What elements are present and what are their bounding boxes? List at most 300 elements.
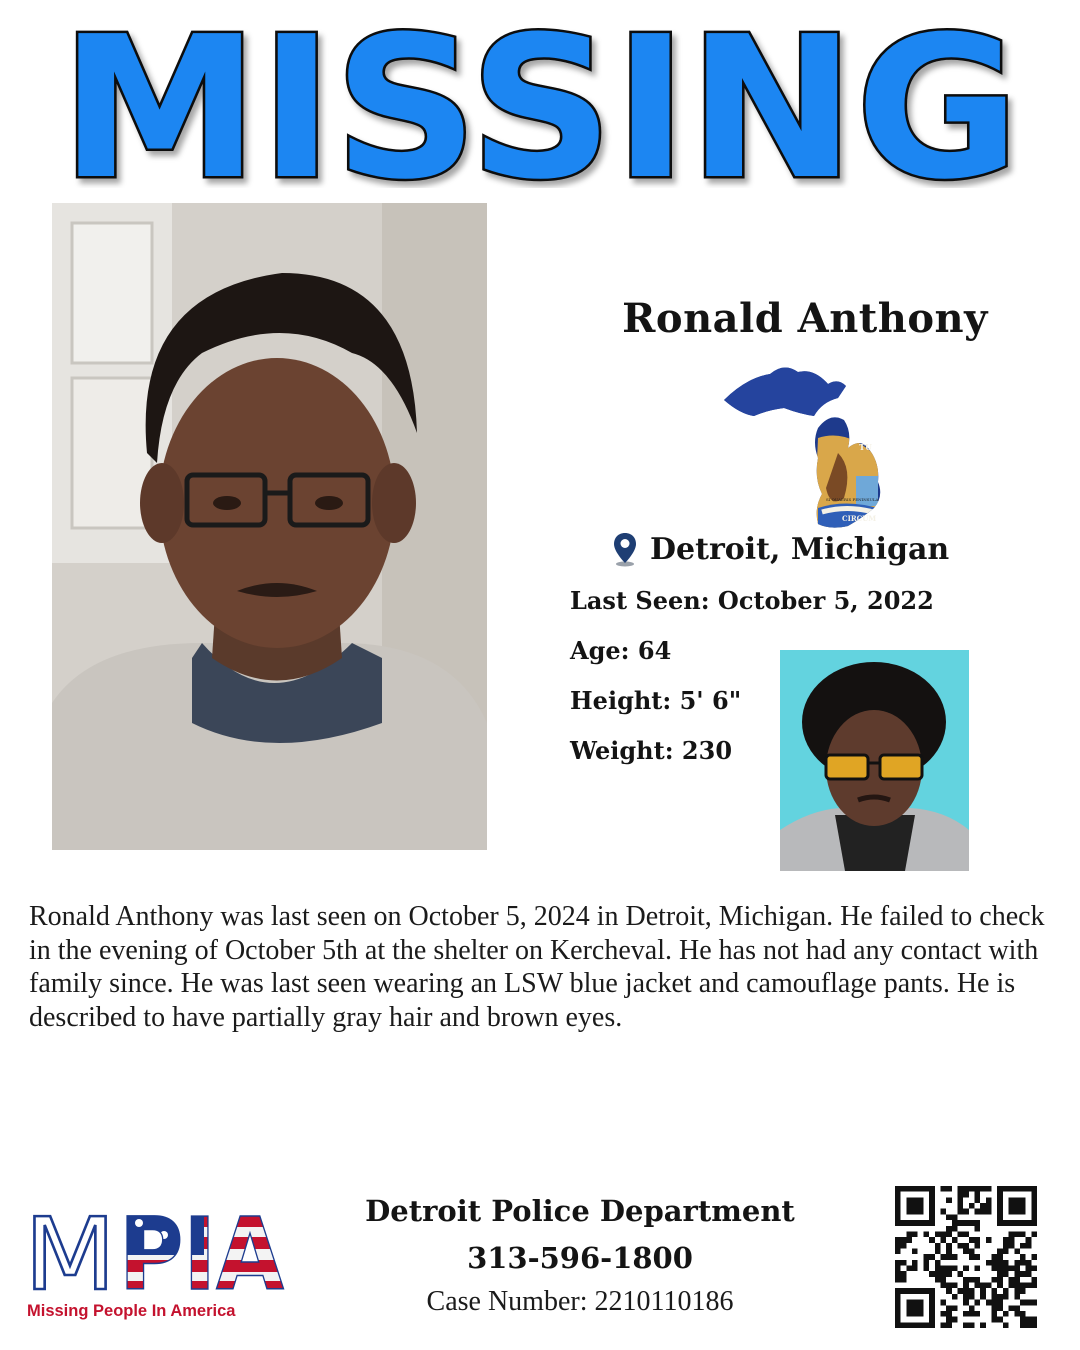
qr-module	[969, 1311, 975, 1317]
qr-module	[975, 1226, 981, 1232]
mpia-logo	[24, 1205, 294, 1330]
qr-module	[918, 1197, 924, 1203]
qr-module	[929, 1311, 935, 1317]
qr-module	[992, 1317, 998, 1323]
qr-module	[980, 1283, 986, 1289]
qr-module	[1003, 1237, 1009, 1243]
qr-module	[918, 1300, 924, 1306]
fact-value: 230	[681, 736, 733, 765]
qr-module	[980, 1294, 986, 1300]
qr-module	[975, 1283, 981, 1289]
qr-module	[980, 1322, 986, 1328]
qr-module	[1031, 1197, 1037, 1203]
qr-module	[1020, 1186, 1026, 1192]
qr-module	[895, 1294, 901, 1300]
qr-module	[975, 1186, 981, 1192]
qr-module	[975, 1209, 981, 1215]
qr-module	[940, 1231, 946, 1237]
qr-module	[997, 1305, 1003, 1311]
qr-module	[895, 1186, 901, 1192]
qr-module	[986, 1186, 992, 1192]
qr-module	[929, 1237, 935, 1243]
qr-module	[1020, 1209, 1026, 1215]
qr-module	[997, 1277, 1003, 1283]
qr-module	[895, 1214, 901, 1220]
qr-module	[1009, 1197, 1015, 1203]
qr-module	[901, 1220, 907, 1226]
qr-module	[906, 1322, 912, 1328]
qr-module	[946, 1283, 952, 1289]
qr-module	[923, 1220, 929, 1226]
qr-module	[975, 1192, 981, 1198]
qr-module	[963, 1294, 969, 1300]
qr-module	[997, 1266, 1003, 1272]
qr-module	[929, 1203, 935, 1209]
qr-module	[969, 1288, 975, 1294]
qr-module	[929, 1192, 935, 1198]
qr-module	[929, 1209, 935, 1215]
qr-module	[952, 1283, 958, 1289]
qr-module	[895, 1197, 901, 1203]
qr-module	[986, 1300, 992, 1306]
qr-module	[957, 1231, 963, 1237]
qr-module	[935, 1260, 941, 1266]
qr-module	[1020, 1220, 1026, 1226]
qr-module	[1031, 1231, 1037, 1237]
qr-module	[901, 1271, 907, 1277]
qr-module	[901, 1322, 907, 1328]
qr-module	[975, 1300, 981, 1306]
qr-module	[946, 1248, 952, 1254]
qr-module	[1009, 1243, 1015, 1249]
qr-module	[1031, 1209, 1037, 1215]
map-pin-icon	[612, 531, 638, 567]
qr-module	[935, 1231, 941, 1237]
qr-module	[963, 1311, 969, 1317]
logo-tagline: Missing People In America	[27, 1302, 236, 1320]
qr-module	[946, 1186, 952, 1192]
qr-module	[1009, 1209, 1015, 1215]
qr-module	[1003, 1186, 1009, 1192]
qr-module	[969, 1203, 975, 1209]
case-number: Case Number: 2210110186	[426, 1286, 734, 1317]
qr-module	[895, 1311, 901, 1317]
qr-module	[946, 1317, 952, 1323]
qr-module	[901, 1237, 907, 1243]
qr-module	[1014, 1277, 1020, 1283]
fact-value: October 5, 2022	[717, 586, 934, 615]
qr-module	[986, 1209, 992, 1215]
qr-module	[975, 1220, 981, 1226]
qr-module	[957, 1197, 963, 1203]
qr-module	[975, 1197, 981, 1203]
person-name: Ronald Anthony	[622, 295, 988, 342]
qr-module	[969, 1254, 975, 1260]
qr-module	[997, 1271, 1003, 1277]
qr-module	[1014, 1203, 1020, 1209]
qr-module	[1031, 1266, 1037, 1272]
qr-module	[1014, 1197, 1020, 1203]
qr-module	[1020, 1271, 1026, 1277]
qr-module	[952, 1214, 958, 1220]
qr-module	[940, 1209, 946, 1215]
qr-module	[912, 1209, 918, 1215]
qr-module	[1009, 1203, 1015, 1209]
qr-module	[906, 1266, 912, 1272]
qr-module	[997, 1260, 1003, 1266]
qr-module	[1003, 1294, 1009, 1300]
qr-module	[969, 1220, 975, 1226]
qr-module	[1014, 1231, 1020, 1237]
qr-module	[918, 1311, 924, 1317]
qr-module	[912, 1300, 918, 1306]
qr-module	[1026, 1322, 1032, 1328]
qr-module	[929, 1220, 935, 1226]
qr-module	[1031, 1322, 1037, 1328]
qr-module	[957, 1288, 963, 1294]
qr-module	[1020, 1231, 1026, 1237]
qr-module	[1026, 1300, 1032, 1306]
qr-module	[912, 1266, 918, 1272]
qr-module	[986, 1237, 992, 1243]
qr-module	[918, 1186, 924, 1192]
qr-module	[946, 1305, 952, 1311]
qr-module	[940, 1271, 946, 1277]
qr-module	[1003, 1271, 1009, 1277]
qr-module	[940, 1277, 946, 1283]
qr-module	[997, 1294, 1003, 1300]
qr-module	[940, 1300, 946, 1306]
qr-module	[1003, 1248, 1009, 1254]
qr-module	[992, 1288, 998, 1294]
qr-module	[1031, 1254, 1037, 1260]
qr-module	[895, 1209, 901, 1215]
qr-module	[992, 1260, 998, 1266]
qr-module	[1003, 1288, 1009, 1294]
qr-module	[969, 1237, 975, 1243]
qr-module	[986, 1203, 992, 1209]
qr-module	[1014, 1271, 1020, 1277]
qr-module	[1020, 1311, 1026, 1317]
qr-module	[963, 1192, 969, 1198]
qr-module	[1026, 1317, 1032, 1323]
qr-module	[1003, 1311, 1009, 1317]
qr-module	[975, 1254, 981, 1260]
qr-module	[1003, 1266, 1009, 1272]
qr-module	[957, 1186, 963, 1192]
qr-module	[1014, 1260, 1020, 1266]
qr-module	[952, 1226, 958, 1232]
qr-module	[1020, 1283, 1026, 1289]
qr-module	[895, 1300, 901, 1306]
qr-module	[935, 1277, 941, 1283]
qr-module	[912, 1248, 918, 1254]
qr-module	[912, 1231, 918, 1237]
qr-module	[963, 1243, 969, 1249]
qr-module	[929, 1254, 935, 1260]
qr-module	[957, 1203, 963, 1209]
qr-module	[929, 1197, 935, 1203]
qr-module	[1020, 1260, 1026, 1266]
qr-module	[1031, 1220, 1037, 1226]
qr-module	[1003, 1322, 1009, 1328]
qr-module	[1014, 1186, 1020, 1192]
qr-module	[901, 1288, 907, 1294]
qr-module	[940, 1322, 946, 1328]
qr-module	[997, 1214, 1003, 1220]
qr-module	[1020, 1300, 1026, 1306]
qr-module	[923, 1254, 929, 1260]
qr-module	[1009, 1277, 1015, 1283]
qr-module	[997, 1300, 1003, 1306]
qr-module	[946, 1214, 952, 1220]
qr-module	[940, 1311, 946, 1317]
qr-module	[895, 1260, 901, 1266]
qr-module	[946, 1231, 952, 1237]
qr-module	[952, 1266, 958, 1272]
qr-module	[1026, 1237, 1032, 1243]
phone-number[interactable]: 313-596-1800	[467, 1241, 693, 1275]
qr-module	[1026, 1260, 1032, 1266]
qr-module	[923, 1260, 929, 1266]
qr-module	[997, 1254, 1003, 1260]
qr-module	[992, 1300, 998, 1306]
qr-module	[906, 1300, 912, 1306]
qr-module	[952, 1237, 958, 1243]
qr-module	[946, 1311, 952, 1317]
qr-module	[969, 1248, 975, 1254]
qr-module	[895, 1203, 901, 1209]
qr-module	[1031, 1283, 1037, 1289]
qr-module	[980, 1186, 986, 1192]
qr-module	[895, 1220, 901, 1226]
qr-module	[952, 1254, 958, 1260]
qr-module	[923, 1322, 929, 1328]
qr-module	[906, 1203, 912, 1209]
qr-module	[895, 1237, 901, 1243]
qr-module	[901, 1186, 907, 1192]
qr-module	[952, 1294, 958, 1300]
fact-label: Age:	[570, 636, 630, 665]
fact-value: 5' 6"	[679, 686, 742, 715]
headline-text: MISSING	[60, 8, 1020, 188]
qr-module	[1031, 1192, 1037, 1198]
qr-module	[969, 1322, 975, 1328]
qr-module	[901, 1260, 907, 1266]
qr-module	[895, 1271, 901, 1277]
qr-module	[963, 1300, 969, 1306]
qr-module	[986, 1260, 992, 1266]
fact-label: Last Seen:	[570, 586, 710, 615]
qr-module	[929, 1317, 935, 1323]
qr-module	[957, 1192, 963, 1198]
qr-module	[912, 1197, 918, 1203]
qr-module	[952, 1220, 958, 1226]
qr-module	[929, 1305, 935, 1311]
qr-module	[1020, 1254, 1026, 1260]
qr-module	[992, 1294, 998, 1300]
qr-module	[895, 1192, 901, 1198]
qr-module	[1009, 1283, 1015, 1289]
qr-module	[975, 1237, 981, 1243]
qr-module	[969, 1186, 975, 1192]
qr-module	[1031, 1186, 1037, 1192]
qr-module	[997, 1186, 1003, 1192]
qr-module	[975, 1243, 981, 1249]
qr-module	[963, 1231, 969, 1237]
mpia-wordmark-art	[24, 1205, 286, 1297]
qr-module	[1014, 1288, 1020, 1294]
qr-module	[1026, 1220, 1032, 1226]
qr-module	[895, 1317, 901, 1323]
qr-module	[923, 1288, 929, 1294]
qr-module	[895, 1248, 901, 1254]
qr-module	[912, 1288, 918, 1294]
qr-module	[906, 1220, 912, 1226]
qr-module	[1020, 1203, 1026, 1209]
qr-module	[906, 1197, 912, 1203]
qr-module	[992, 1266, 998, 1272]
qr-module	[929, 1288, 935, 1294]
qr-module	[946, 1226, 952, 1232]
qr-module	[963, 1248, 969, 1254]
qr-module	[997, 1248, 1003, 1254]
qr-module	[1003, 1243, 1009, 1249]
qr-module	[1009, 1266, 1015, 1272]
qr-module	[963, 1266, 969, 1272]
qr-module	[963, 1283, 969, 1289]
qr-module	[935, 1243, 941, 1249]
police-department: Detroit Police Department	[365, 1194, 795, 1228]
qr-module	[912, 1311, 918, 1317]
qr-module	[1031, 1214, 1037, 1220]
qr-module	[1009, 1237, 1015, 1243]
qr-module	[918, 1288, 924, 1294]
qr-module	[952, 1317, 958, 1323]
qr-module	[997, 1220, 1003, 1226]
qr-module	[969, 1277, 975, 1283]
qr-module	[980, 1203, 986, 1209]
qr-module	[912, 1305, 918, 1311]
michigan-map-icon	[718, 358, 894, 533]
qr-module	[901, 1277, 907, 1283]
qr-module	[992, 1305, 998, 1311]
qr-module	[975, 1311, 981, 1317]
qr-module	[940, 1237, 946, 1243]
qr-module	[952, 1305, 958, 1311]
qr-module	[906, 1288, 912, 1294]
qr-module	[1020, 1322, 1026, 1328]
description: Ronald Anthony was last seen on October 5, 2024 in Detroit, Michigan. He failed to check in the evening of October 5th at the shelter on Kercheval. He has not had any contact with family since. He was last seen wearing an LSW blue jacket and camouflage pants. He is described to have partially gray hair and brown eyes.	[29, 901, 1045, 1033]
qr-module	[946, 1322, 952, 1328]
location-text: Detroit, Michigan	[650, 531, 950, 567]
qr-module	[1014, 1305, 1020, 1311]
qr-module	[940, 1266, 946, 1272]
qr-module	[912, 1220, 918, 1226]
qr-module	[935, 1266, 941, 1272]
qr-module	[906, 1311, 912, 1317]
qr-module	[946, 1266, 952, 1272]
qr-module	[963, 1209, 969, 1215]
qr-module	[1020, 1317, 1026, 1323]
qr-module	[918, 1203, 924, 1209]
qr-module	[906, 1209, 912, 1215]
qr-module	[997, 1209, 1003, 1215]
qr-module	[963, 1322, 969, 1328]
qr-module	[929, 1294, 935, 1300]
qr-code-icon[interactable]	[895, 1186, 1037, 1328]
qr-module	[929, 1300, 935, 1306]
qr-module	[918, 1322, 924, 1328]
qr-module	[1031, 1300, 1037, 1306]
qr-module	[895, 1243, 901, 1249]
seal-text-tu: TU	[859, 442, 872, 452]
qr-module	[992, 1254, 998, 1260]
qr-module	[906, 1305, 912, 1311]
qr-module	[957, 1220, 963, 1226]
qr-module	[946, 1254, 952, 1260]
qr-module	[963, 1277, 969, 1283]
qr-module	[1031, 1277, 1037, 1283]
seal-text-motto: SI QUAERIS PENINSULA	[826, 497, 879, 502]
qr-module	[912, 1260, 918, 1266]
qr-module	[929, 1322, 935, 1328]
qr-module	[1031, 1317, 1037, 1323]
qr-module	[895, 1322, 901, 1328]
qr-module	[1020, 1288, 1026, 1294]
qr-module	[940, 1283, 946, 1289]
qr-module	[963, 1186, 969, 1192]
qr-module	[935, 1248, 941, 1254]
qr-module	[963, 1288, 969, 1294]
missing-person-photo	[52, 203, 487, 850]
qr-module	[1026, 1186, 1032, 1192]
qr-module	[906, 1186, 912, 1192]
seal-text-circum: CIRCUM	[842, 514, 877, 523]
qr-module	[895, 1288, 901, 1294]
qr-module	[918, 1305, 924, 1311]
qr-module	[1009, 1231, 1015, 1237]
qr-module	[923, 1266, 929, 1272]
qr-module	[895, 1266, 901, 1272]
fact-last-seen	[570, 583, 934, 633]
qr-module	[946, 1243, 952, 1249]
qr-module	[986, 1197, 992, 1203]
qr-module	[986, 1283, 992, 1289]
qr-module	[901, 1243, 907, 1249]
qr-module	[940, 1186, 946, 1192]
qr-module	[1026, 1266, 1032, 1272]
qr-module	[946, 1288, 952, 1294]
svg-text:M: M	[24, 1205, 116, 1297]
qr-module	[935, 1271, 941, 1277]
qr-module	[940, 1254, 946, 1260]
qr-module	[946, 1197, 952, 1203]
qr-module	[997, 1317, 1003, 1323]
qr-module	[895, 1277, 901, 1283]
qr-module	[1026, 1283, 1032, 1289]
qr-module	[1014, 1311, 1020, 1317]
qr-module	[992, 1277, 998, 1283]
qr-module	[912, 1186, 918, 1192]
qr-module	[912, 1322, 918, 1328]
qr-module	[946, 1271, 952, 1277]
qr-module	[975, 1277, 981, 1283]
qr-module	[1009, 1220, 1015, 1226]
qr-module	[1026, 1243, 1032, 1249]
qr-module	[1014, 1283, 1020, 1289]
qr-module	[980, 1209, 986, 1215]
